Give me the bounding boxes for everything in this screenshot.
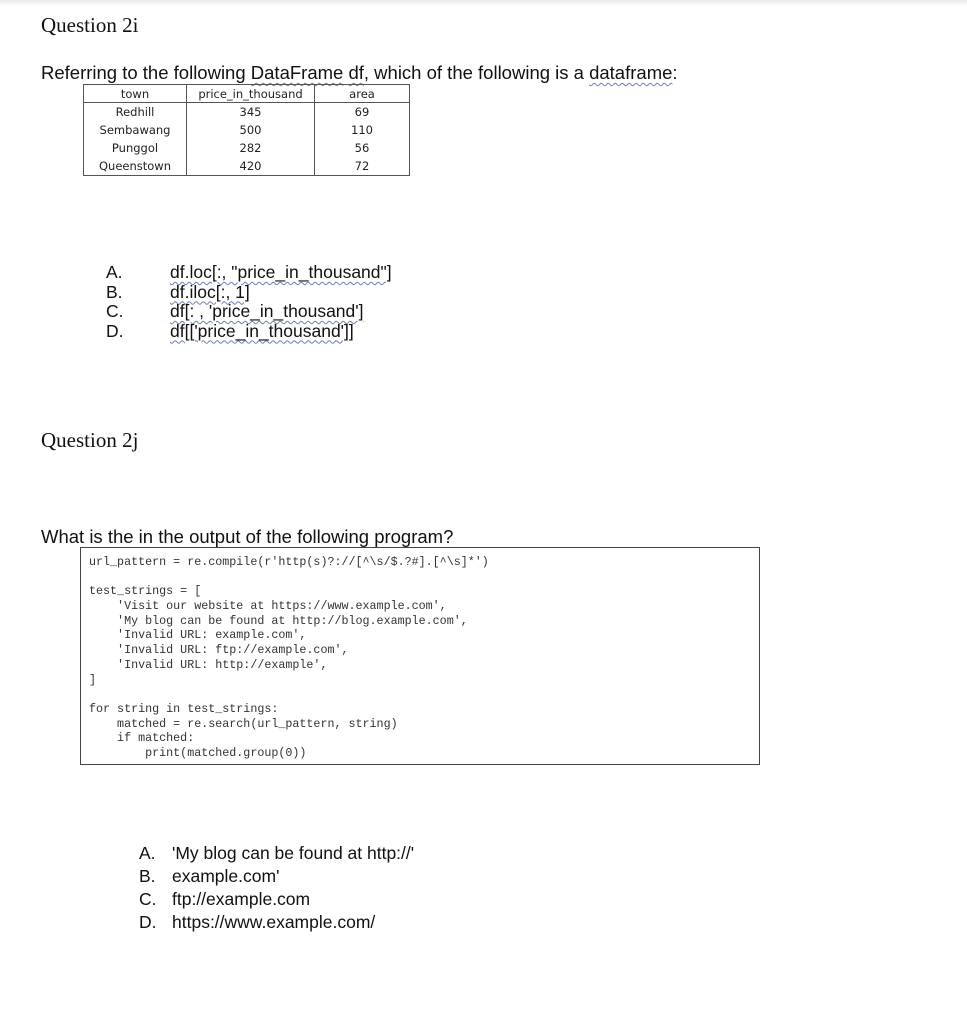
table-cell-price: 345 xyxy=(187,103,315,122)
code-line: 'Invalid URL: ftp://example.com', xyxy=(89,643,349,658)
option-letter: D. xyxy=(139,912,157,932)
table-row xyxy=(84,157,410,176)
prompt-text-middle: , which of the following is a xyxy=(363,62,590,83)
table-cell-town: Sembawang xyxy=(84,121,187,139)
prompt-dataframe-lower-word: dataframe xyxy=(589,62,673,83)
code-line xyxy=(89,687,759,702)
option-text: https://www.example.com/ xyxy=(172,912,376,932)
table-cell-price: 500 xyxy=(187,121,315,139)
prompt-colon: : xyxy=(672,62,678,83)
option-letter: A. xyxy=(139,843,156,863)
option-text: example.com' xyxy=(172,866,280,886)
question-2i-heading: Question 2i xyxy=(41,13,139,37)
code-line: url_pattern = re.compile(r'http(s)?://[^\s/$.?#].[^\s]*') xyxy=(89,555,489,569)
code-line: matched = re.search(url_pattern, string) xyxy=(89,716,398,731)
table-row xyxy=(84,139,410,157)
option-letter: B. xyxy=(106,281,123,302)
code-line: 'Invalid URL: example.com', xyxy=(89,628,307,643)
option-text: df[['price_in_thousand']] xyxy=(170,320,354,341)
option-text: ftp://example.com xyxy=(172,889,311,909)
code-line: 'Visit our website at https://www.example.com', xyxy=(89,599,447,614)
question-2j-options xyxy=(139,842,414,934)
dataframe-table xyxy=(83,84,410,176)
option-letter: A. xyxy=(106,262,123,282)
question-2j-prompt: What is the in the output of the following program? xyxy=(41,526,454,547)
prompt-text-before: Referring to the following xyxy=(41,62,251,83)
option-d[interactable] xyxy=(139,911,414,934)
option-text: df[: , 'price_in_thousand'] xyxy=(170,301,364,321)
option-b[interactable] xyxy=(106,283,392,303)
table-cell-area: 110 xyxy=(315,121,410,139)
table-cell-town: Redhill xyxy=(84,103,187,122)
code-line: ] xyxy=(89,672,97,687)
table-header-price: price_in_thousand xyxy=(187,85,315,103)
option-text: df.loc[:, "price_in_thousand"] xyxy=(170,262,392,282)
code-line: print(matched.group(0)) xyxy=(89,745,307,760)
prompt-dataframe-word: DataFrame xyxy=(250,62,344,83)
code-line: for string in test_strings: xyxy=(89,701,279,716)
code-line xyxy=(89,570,759,585)
table-row xyxy=(84,121,410,139)
code-line: test_strings = [ xyxy=(89,584,202,599)
table-cell-area: 56 xyxy=(315,139,410,157)
table-cell-price: 282 xyxy=(187,139,315,157)
option-c[interactable] xyxy=(106,302,392,322)
table-cell-area: 69 xyxy=(315,103,410,122)
page-top-edge xyxy=(0,0,967,6)
option-a[interactable] xyxy=(106,263,392,283)
table-cell-price: 420 xyxy=(187,157,315,176)
table-cell-town: Queenstown xyxy=(84,157,187,176)
question-2i-prompt xyxy=(41,62,678,84)
prompt-df-word: df xyxy=(348,62,364,83)
code-line: if matched: xyxy=(89,731,195,746)
question-2i-options xyxy=(106,263,392,341)
code-line: 'My blog can be found at http://blog.example.com', xyxy=(89,613,468,628)
code-block xyxy=(80,547,760,765)
option-letter: C. xyxy=(139,889,157,909)
option-letter: C. xyxy=(106,301,124,321)
option-letter: D. xyxy=(106,320,124,341)
table-header-town: town xyxy=(84,85,187,103)
option-c[interactable] xyxy=(139,888,414,911)
option-d[interactable] xyxy=(106,322,392,342)
code-line: 'Invalid URL: http://example', xyxy=(89,657,328,672)
option-b[interactable] xyxy=(139,865,414,888)
table-row xyxy=(84,103,410,122)
option-a[interactable] xyxy=(139,842,414,865)
option-letter: B. xyxy=(139,866,156,886)
table-header-area: area xyxy=(315,85,410,103)
option-text: 'My blog can be found at http://' xyxy=(172,843,415,863)
question-2j-heading: Question 2j xyxy=(41,428,139,452)
table-cell-town: Punggol xyxy=(84,139,187,157)
table-cell-area: 72 xyxy=(315,157,410,176)
table-header-row xyxy=(84,85,410,103)
option-text: df.iloc[:, 1] xyxy=(170,281,250,302)
